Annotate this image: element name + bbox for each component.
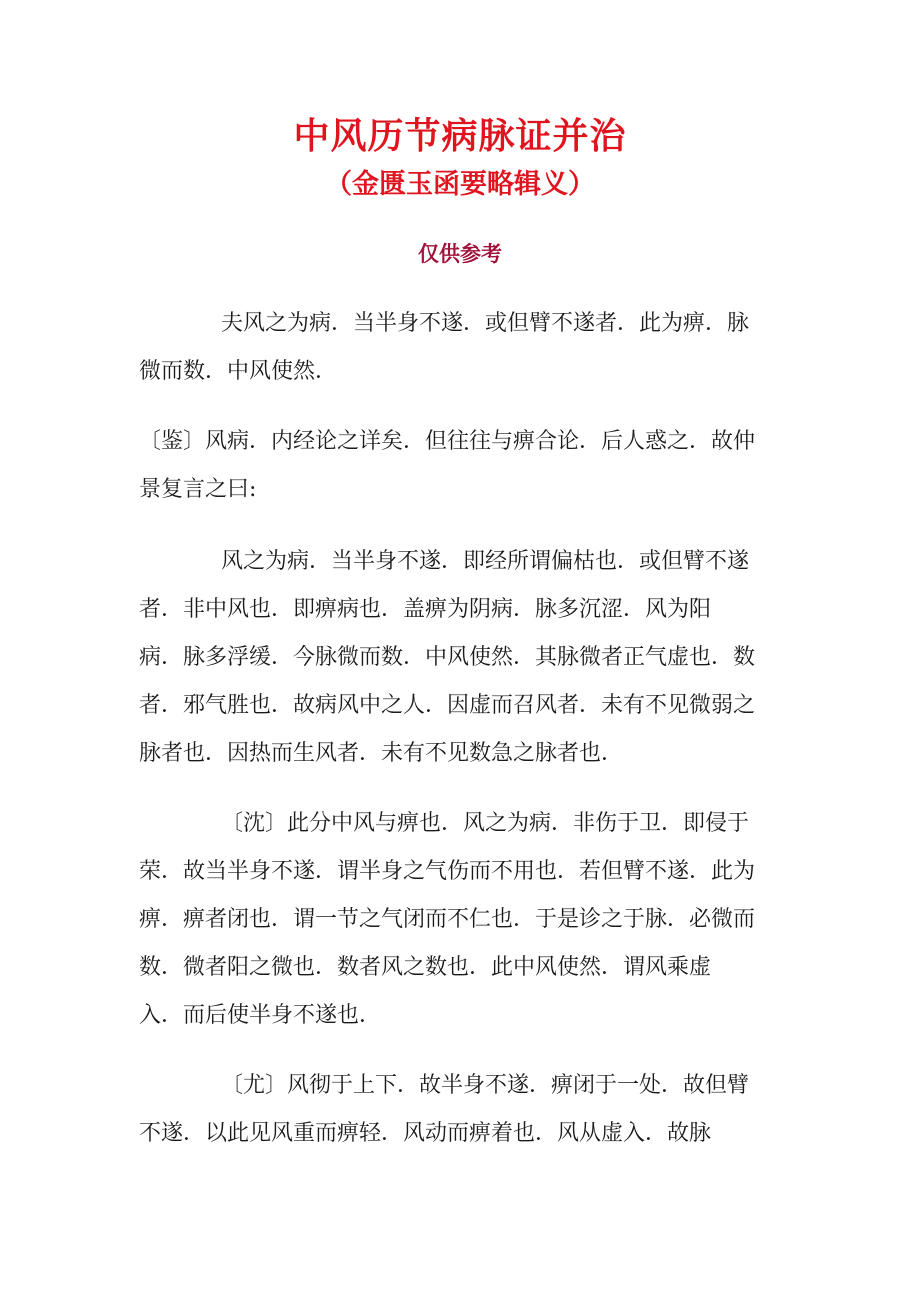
paragraph-line: 〔沈〕此分中风与痹也．风之为病．非伤于卫．即侵于 <box>221 811 750 836</box>
paragraph-line: 数．微者阳之微也．数者风之数也．此中风使然．谓风乘虚 <box>139 955 712 980</box>
paragraph-line: 风之为病．当半身不遂．即经所谓偏枯也．或但臂不遂 <box>221 549 750 574</box>
paragraph-4 <box>139 800 781 1040</box>
paragraph-line: 不遂．以此见风重而痹轻．风动而痹着也．风从虚入．故脉 <box>139 1121 712 1146</box>
paragraph-1 <box>139 300 781 396</box>
paragraph-line: 入．而后使半身不遂也． <box>139 1003 382 1028</box>
document-subtitle: （金匮玉函要略辑义） <box>325 169 595 200</box>
paragraph-line: 微而数．中风使然． <box>139 359 338 384</box>
paragraph-line: 者．邪气胜也．故病风中之人．因虚而召风者．未有不见微弱之 <box>139 693 756 718</box>
paragraph-line: 者．非中风也．即痹病也．盖痹为阴病．脉多沉涩．风为阳 <box>139 597 712 622</box>
paragraph-line: 痹．痹者闭也．谓一节之气闭而不仁也．于是诊之于脉．必微而 <box>139 907 756 932</box>
paragraph-5 <box>139 1062 781 1158</box>
paragraph-line: 荣．故当半身不遂．谓半身之气伤而不用也．若但臂不遂．此为 <box>139 859 756 884</box>
reference-note: 仅供参考 <box>418 241 502 266</box>
paragraph-line: 景复言之曰: <box>139 477 257 502</box>
paragraph-line: 病．脉多浮缓．今脉微而数．中风使然．其脉微者正气虚也．数 <box>139 645 756 670</box>
document-title: 中风历节病脉证并治 <box>293 115 627 157</box>
paragraph-line: 夫风之为病．当半身不遂．或但臂不遂者．此为痹．脉 <box>221 311 750 336</box>
paragraph-line: 〔鉴〕风病．内经论之详矣．但往往与痹合论．后人惑之．故仲 <box>139 429 756 454</box>
paragraph-line: 脉者也．因热而生风者．未有不见数急之脉者也． <box>139 741 624 766</box>
paragraph-line: 〔尤〕风彻于上下．故半身不遂．痹闭于一处．故但臂 <box>221 1073 750 1098</box>
paragraph-3 <box>139 538 781 778</box>
paragraph-2 <box>139 418 781 514</box>
